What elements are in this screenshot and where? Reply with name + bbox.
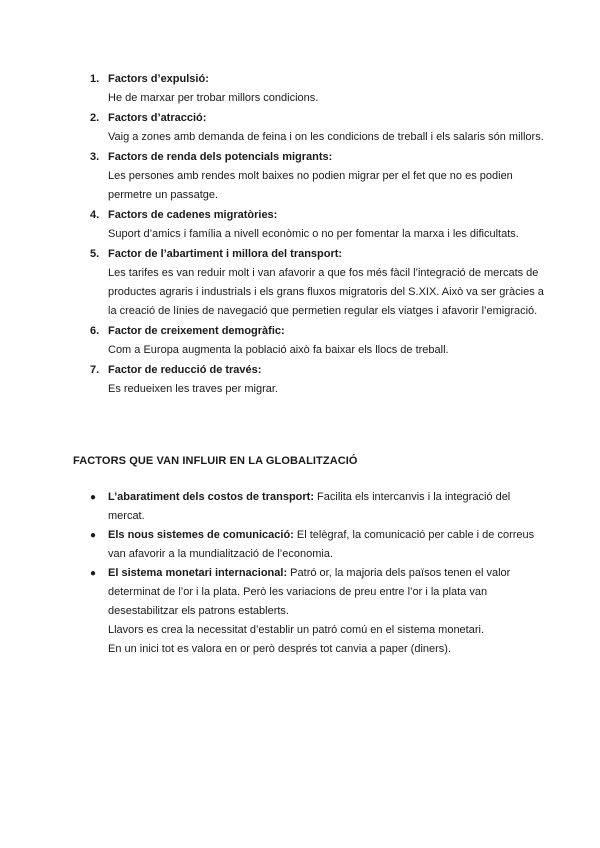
item-title: Factor de reducció de través:	[108, 364, 262, 376]
item-title: L’abaratiment dels costos de transport:	[108, 491, 314, 503]
bullet-icon: ●	[90, 568, 97, 579]
item-number: 7.	[90, 364, 100, 376]
item-number: 3.	[90, 151, 100, 163]
item-text: Suport d’amics i família a nivell econòmic o no per fomentar la marxa i les dificultats.	[108, 228, 519, 240]
globalization-list	[90, 488, 548, 659]
list-item	[90, 245, 548, 321]
item-number: 2.	[90, 112, 100, 124]
item-text: Vaig a zones amb demanda de feina i on les condicions de treball i els salaris són millors.	[108, 131, 544, 143]
list-item	[90, 206, 548, 244]
item-title: Factor de creixement demogràfic:	[108, 325, 285, 337]
item-text: Facilita els intercanvis i la integració del mercat.	[108, 491, 511, 522]
list-item	[90, 70, 548, 108]
item-number: 1.	[90, 73, 100, 85]
bullet-icon: ●	[90, 530, 97, 541]
item-text: El telègraf, la comunicació per cable i de correus van afavorir a la mundialització de l’economia.	[108, 529, 535, 560]
item-text: Les tarifes es van reduir molt i van afavorir a que fos més fàcil l’integració de mercats de productes agraris i industrials i els grans fluxos migratoris del S.XIX. Això va ser gràcies a la creació de línies de navegació que permetien regular els viatges i afavorir l’emigració.	[108, 267, 544, 317]
list-item	[90, 361, 548, 399]
item-title: Factor de l’abartiment i millora del transport:	[108, 248, 343, 260]
list-item	[90, 488, 548, 526]
item-title: Factors d’atracció:	[108, 112, 207, 124]
item-text: Patró or, la majoria dels països tenen el valor determinat de l’or i la plata. Però les variacions de preu entre l’or i la plata van desestabilitzar els patrons establerts.	[108, 567, 511, 617]
item-text: Es redueixen les traves per migrar.	[108, 383, 278, 395]
item-text: He de marxar per trobar millors condicions.	[108, 92, 319, 104]
item-title: Factors de cadenes migratòries:	[108, 209, 278, 221]
item-number: 4.	[90, 209, 100, 221]
list-item	[90, 564, 548, 659]
item-number: 6.	[90, 325, 100, 337]
item-title: Factors d’expulsió:	[108, 73, 209, 85]
factors-list	[90, 70, 548, 400]
bullet-icon: ●	[90, 492, 97, 503]
section-heading: FACTORS QUE VAN INFLUIR EN LA GLOBALITZACIÓ	[73, 455, 358, 467]
item-text: Les persones amb rendes molt baixes no podien migrar per el fet que no es podien permetre un passatge.	[108, 170, 513, 201]
item-extra-text: En un inici tot es valora en or però després tot canvia a paper (diners).	[108, 643, 452, 655]
item-extra-text: Llavors es crea la necessitat d’establir un patró comú en el sistema monetari.	[108, 624, 485, 636]
item-title: Els nous sistemes de comunicació:	[108, 529, 294, 541]
list-item	[90, 148, 548, 205]
list-item	[90, 526, 548, 564]
item-title: El sistema monetari internacional:	[108, 567, 288, 579]
list-item	[90, 322, 548, 360]
list-item	[90, 109, 548, 147]
item-number: 5.	[90, 248, 100, 260]
item-text: Com a Europa augmenta la població això fa baixar els llocs de treball.	[108, 344, 449, 356]
item-title: Factors de renda dels potencials migrants:	[108, 151, 333, 163]
